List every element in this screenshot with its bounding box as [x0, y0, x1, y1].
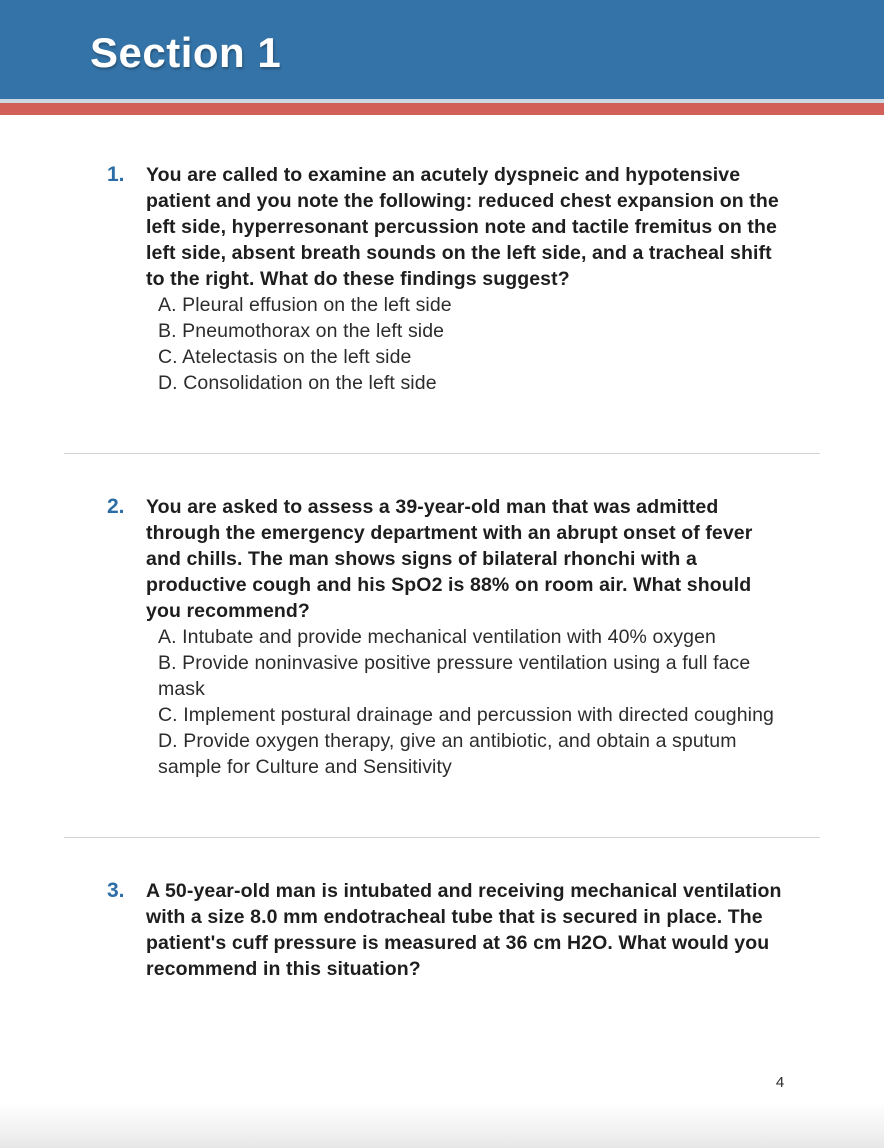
page-number: 4: [775, 1074, 785, 1091]
question-number: 3.: [107, 879, 125, 902]
question-body: [146, 494, 790, 780]
options-list: [158, 292, 790, 396]
option-d: D. Provide oxygen therapy, give an antibiotic, and obtain a sputum sample for Culture and Sensitivity: [158, 730, 737, 778]
section-header: [0, 0, 884, 99]
question-body: [146, 162, 790, 396]
section-title: Section 1: [90, 28, 282, 76]
options-list: [158, 624, 790, 780]
question-body: [146, 878, 790, 982]
option-b: B. Pneumothorax on the left side: [158, 320, 445, 342]
question-text: A 50-year-old man is intubated and receiving mechanical ventilation with a size 8.0 mm endotracheal tube that is secured in place. The patient's cuff pressure is measured at 36 cm H2O. What would you recommend in this situation?: [146, 880, 782, 980]
option-c: C. Atelectasis on the left side: [158, 346, 412, 368]
question-number: 2.: [107, 495, 125, 518]
option-d: D. Consolidation on the left side: [158, 372, 437, 394]
question-text: You are called to examine an acutely dyspneic and hypotensive patient and you note the following: reduced chest expansion on the left side, hyperresonant percussion note and tactile fremitus on the left side, absent breath sounds on the left side, and a tracheal shift to the right. What do these findings suggest?: [146, 164, 779, 290]
question-item-2: [107, 494, 790, 780]
option-a: A. Intubate and provide mechanical ventilation with 40% oxygen: [158, 626, 716, 648]
option-b: B. Provide noninvasive positive pressure ventilation using a full face mask: [158, 652, 751, 700]
question-item-1: [107, 162, 790, 396]
question-text: You are asked to assess a 39-year-old man that was admitted through the emergency department with an abrupt onset of fever and chills. The man shows signs of bilateral rhonchi with a productive cough and his SpO2 is 88% on room air. What should you recommend?: [146, 496, 753, 622]
option-a: A. Pleural effusion on the left side: [158, 294, 452, 316]
header-stripe: [0, 103, 884, 115]
question-divider: [64, 837, 820, 838]
option-c: C. Implement postural drainage and percussion with directed coughing: [158, 704, 774, 726]
question-divider: [64, 453, 820, 454]
questions-area: [0, 115, 884, 982]
page-bottom-shadow: [0, 1102, 884, 1148]
question-item-3: [107, 878, 790, 982]
question-number: 1.: [107, 163, 125, 186]
